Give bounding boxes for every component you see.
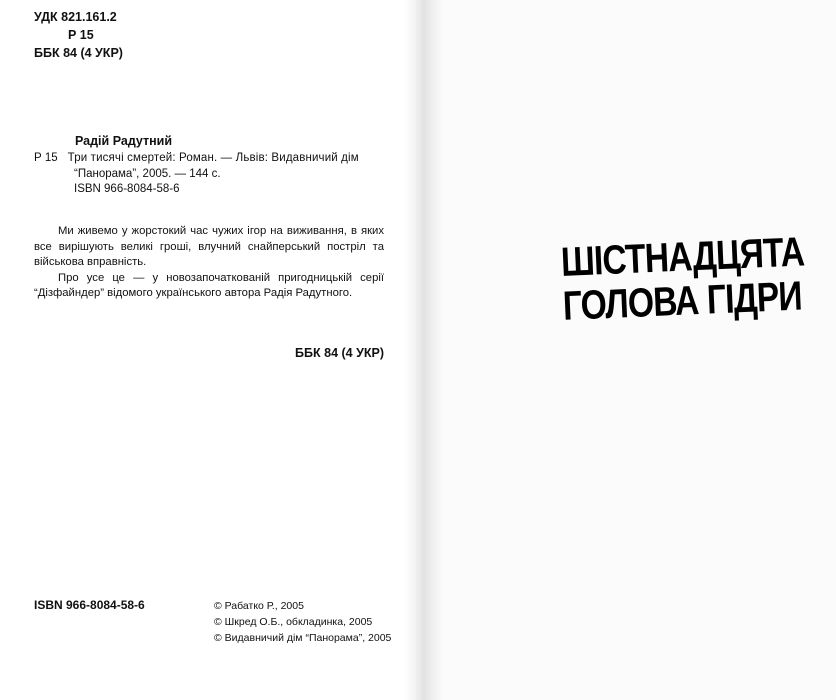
left-page [0, 0, 416, 700]
isbn-bottom: ISBN 966-8084-58-6 [34, 598, 145, 612]
biblio-line-1: Три тисячі смертей: Роман. — Львів: Видавничий дім [67, 152, 359, 164]
biblio-isbn: ISBN 966-8084-58-6 [74, 183, 180, 195]
biblio-line-2: “Панорама”, 2005. — 144 с. [74, 167, 221, 180]
title-line-2: ГОЛОВА ГІДРИ [561, 272, 803, 329]
copyright-line: © Рабатко Р., 2005 [214, 600, 304, 612]
right-page [416, 0, 836, 700]
annotation-paragraph-1: Ми живемо у жорстокий час чужих ігор на виживання, в яких все вирішують великі гроші, влучний снайперський постріл та військова вправність. [34, 225, 384, 268]
book-title [560, 229, 807, 328]
annotation-paragraph-2: Про усе це — у новозапочаткованій пригодницькій серії “Дізфайндер” відомого українського автора Радія Радутного. [34, 271, 384, 299]
index-code: Р 15 [68, 28, 94, 42]
book-gutter [404, 0, 444, 700]
copyright-line: © Шкред О.Б., обкладинка, 2005 [214, 616, 373, 628]
copyright-list [214, 598, 391, 646]
classification-codes [34, 8, 123, 62]
title-line-1: ШІСТНАДЦЯТА [559, 228, 806, 285]
copyright-line: © Видавничий дім “Панорама”, 2005 [214, 632, 392, 644]
bbk-code-bottom: ББК 84 (4 УКР) [295, 346, 384, 360]
biblio-prefix: Р 15 [34, 152, 58, 164]
author-name: Радій Радутний [75, 134, 173, 148]
bibliographic-record [34, 151, 386, 198]
bbk-code-top: ББК 84 (4 УКР) [34, 46, 123, 60]
annotation [34, 224, 384, 302]
udk-code: УДК 821.161.2 [34, 10, 117, 24]
